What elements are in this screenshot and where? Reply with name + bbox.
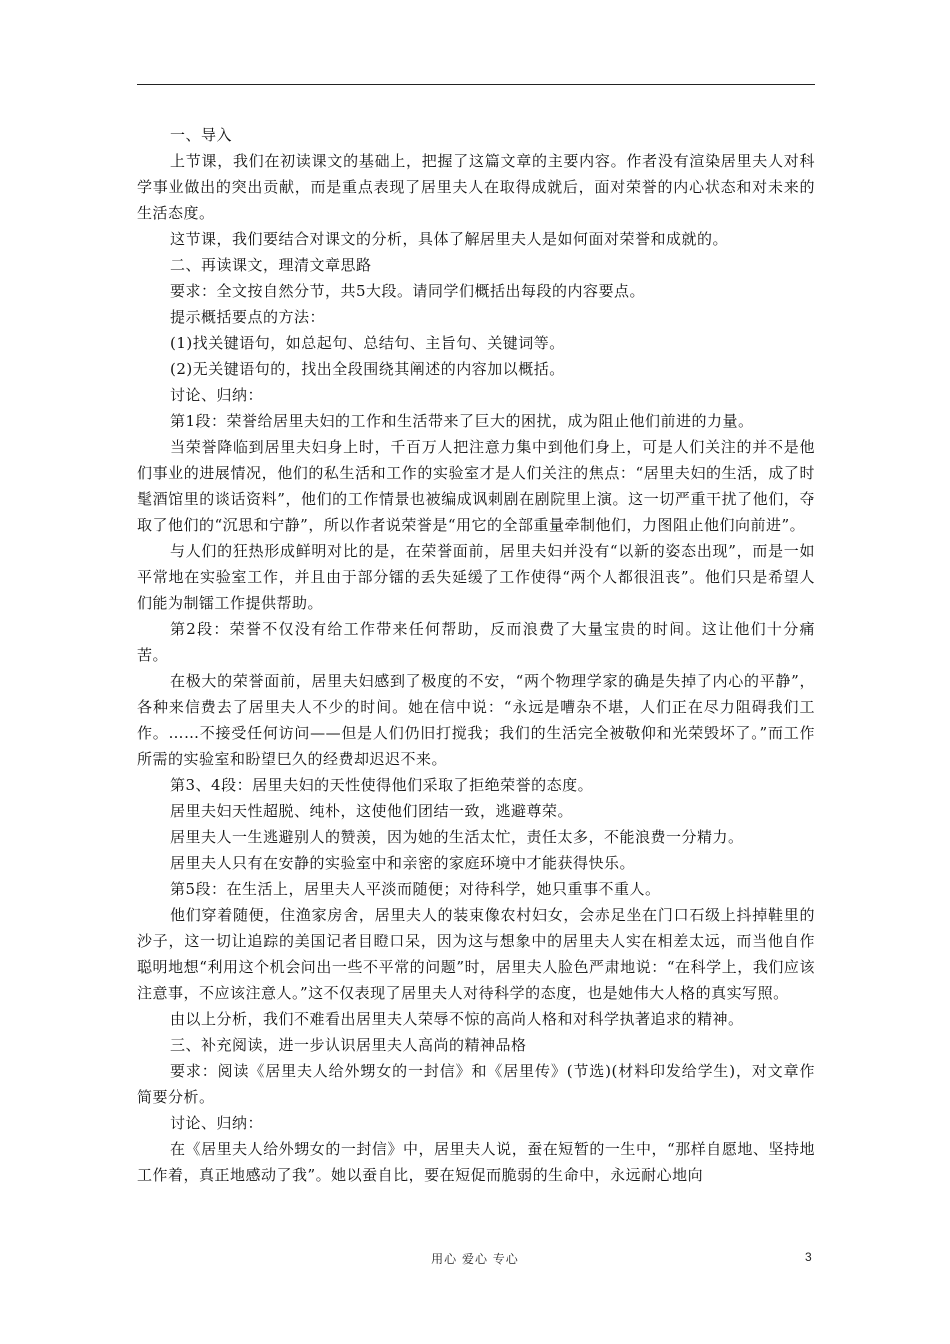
paragraph: 当荣誉降临到居里夫妇身上时，千百万人把注意力集中到他们身上，可是人们关注的并不是他们事业的进展情况，他们的私生活和工作的实验室才是人们关注的焦点：“居里夫妇的生活，成了时髦酒馆里的谈话资料”，他们的工作情景也被编成讽刺剧在剧院里上演。这一切严重干扰了他们，夺取了他们的“沉思和宁静”，所以作者说荣誉是“用它的全部重量牵制他们，力图阻止他们向前进”。 — [137, 438, 815, 534]
paragraph: 第2段：荣誉不仅没有给工作带来任何帮助，反而浪费了大量宝贵的时间。这让他们十分痛苦。 — [137, 620, 815, 664]
paragraph: 第3、4段：居里夫妇的天性使得他们采取了拒绝荣誉的态度。 — [170, 776, 594, 794]
paragraph: 要求：阅读《居里夫人给外甥女的一封信》和《居里传》(节选)(材料印发给学生)，对文章作简要分析。 — [137, 1062, 815, 1106]
paragraph: 由以上分析，我们不难看出居里夫人荣辱不惊的高尚人格和对科学执著追求的精神。 — [170, 1010, 744, 1028]
page-footer: 用心 爱心 专心 — [431, 1252, 519, 1266]
section-heading-supplementary: 三、补充阅读，进一步认识居里夫人高尚的精神品格 — [170, 1036, 527, 1054]
paragraph: 居里夫人只有在安静的实验室中和亲密的家庭环境中才能获得快乐。 — [170, 854, 636, 872]
paragraph: 上节课，我们在初读课文的基础上，把握了这篇文章的主要内容。作者没有渲染居里夫人对科学事业做出的突出贡献，而是重点表现了居里夫人在取得成就后，面对荣誉的内心状态和对未来的生活态度。 — [137, 152, 815, 222]
paragraph: 提示概括要点的方法： — [170, 308, 326, 326]
paragraph: 他们穿着随便，住渔家房舍，居里夫人的装束像农村妇女，会赤足坐在门口石级上抖掉鞋里的沙子，这一切让追踪的美国记者目瞪口呆，因为这与想象中的居里夫人实在相差太远，而当他自作聪明地想“利用这个机会问出一些不平常的问题”时，居里夫人脸色严肃地说：“在科学上，我们应该注意事，不应该注意人。”这不仅表现了居里夫人对待科学的态度，也是她伟大人格的真实写照。 — [137, 906, 815, 1002]
section-heading-intro: 一、导入 — [170, 126, 233, 144]
page-number: 3 — [805, 1250, 812, 1264]
section-heading-reread: 二、再读课文，理清文章思路 — [170, 256, 372, 274]
paragraph: 居里夫人一生逃避别人的赞羡，因为她的生活太忙，责任太多，不能浪费一分精力。 — [170, 828, 744, 846]
paragraph: 在极大的荣誉面前，居里夫妇感到了极度的不安，“两个物理学家的确是失掉了内心的平静”，各种来信费去了居里夫人不少的时间。她在信中说：“永远是嘈杂不堪，人们正在尽力阻碍我们工作。……不接受任何访问——但是人们仍旧打搅我；我们的生活完全被敬仰和光荣毁坏了。”而工作所需的实验室和盼望巳久的经费却迟迟不来。 — [137, 672, 815, 768]
paragraph: 讨论、归纳： — [170, 1114, 264, 1132]
document-body — [137, 122, 815, 1188]
paragraph: 讨论、归纳： — [170, 386, 264, 404]
paragraph: 这节课，我们要结合对课文的分析，具体了解居里夫人是如何面对荣誉和成就的。 — [170, 230, 729, 248]
paragraph: 第1段：荣誉给居里夫妇的工作和生活带来了巨大的困扰，成为阻止他们前进的力量。 — [170, 412, 754, 430]
paragraph: 第5段：在生活上，居里夫人平淡而随便；对待科学，她只重事不重人。 — [170, 880, 661, 898]
paragraph: 居里夫妇天性超脱、纯朴，这使他们团结一致，逃避尊荣。 — [170, 802, 574, 820]
paragraph: 要求：全文按自然分节，共5大段。请同学们概括出每段的内容要点。 — [170, 282, 646, 300]
paragraph: (1)找关键语句，如总起句、总结句、主旨句、关键词等。 — [170, 334, 565, 352]
paragraph: 在《居里夫人给外甥女的一封信》中，居里夫人说，蚕在短暂的一生中，“那样自愿地、坚持地工作着，真正地感动了我”。她以蚕自比，要在短促而脆弱的生命中，永远耐心地向 — [137, 1140, 815, 1184]
header-rule — [137, 84, 815, 85]
paragraph: 与人们的狂热形成鲜明对比的是，在荣誉面前，居里夫妇并没有“以新的姿态出现”，而是一如平常地在实验室工作，并且由于部分镭的丢失延缓了工作使得“两个人都很沮丧”。他们只是希望人们能为制镭工作提供帮助。 — [137, 542, 815, 612]
paragraph: (2)无关键语句的，找出全段围绕其阐述的内容加以概括。 — [170, 360, 565, 378]
